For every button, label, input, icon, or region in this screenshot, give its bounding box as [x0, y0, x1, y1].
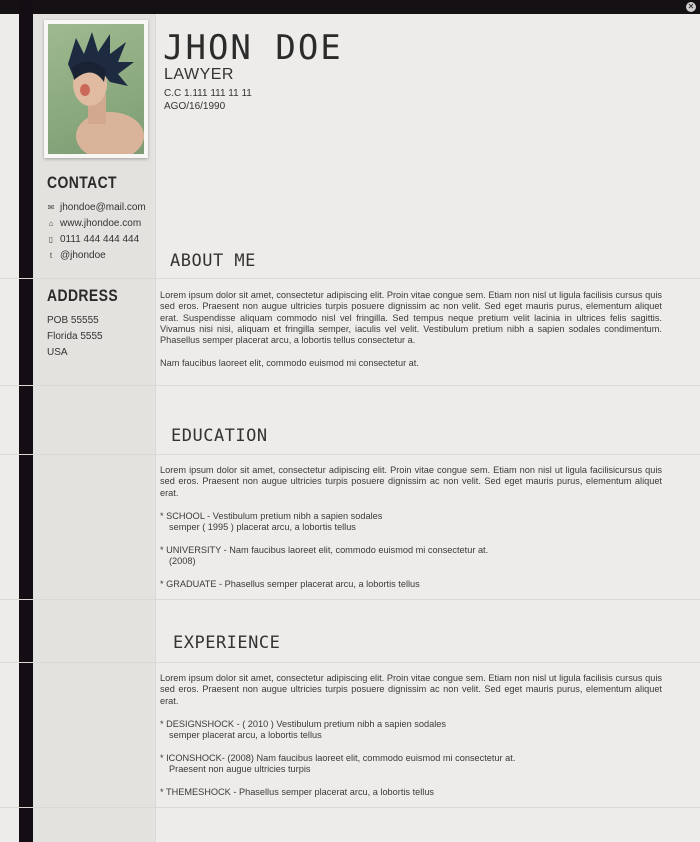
about-paragraph: Lorem ipsum dolor sit amet, consectetur adipiscing elit. Proin vitae congue sem. Etiam non nisl ut ligula facilisis cursus quis sed eros. Praesent non augue ultricies turpis posuere dignissim ac non velit. Sed eget mauris purus, elementum aliquet erat. Suspendisse aliquam commodo nisl vel fringilla. Sed tempus neque pretium velit lacinia in ultrices felis sagittis. Vivamus nisi nisi, aliquam et fringilla semper, iaculis vel velit. Vestibulum pretium nibh a sapien sodales condimentum. Phasellus semper placerat arcu, a lobortis tellus consectetur a.	[160, 290, 662, 346]
experience-paragraph: Lorem ipsum dolor sit amet, consectetur adipiscing elit. Proin vitae congue sem. Etiam non nisl ut ligula facilisis cursus quis sed eros. Praesent non augue ultricies turpis posuere dignissim ac non velit. Sed eget mauris purus, elementum aliquet erat.	[160, 673, 662, 706]
envelope-icon: ✉	[47, 203, 55, 212]
list-item: * UNIVERSITY - Nam faucibus laoreet elit, commodo euismod mi consectetur at. (2008)	[160, 545, 489, 567]
about-heading: ABOUT ME	[170, 251, 256, 271]
twitter-icon: t	[49, 251, 53, 260]
contact-heading: CONTACT	[47, 173, 117, 192]
list-item: * ICONSHOCK- (2008) Nam faucibus laoreet elit, commodo euismod mi consectetur at. Praesent non augue ultricies turpis	[160, 753, 516, 775]
address-line: USA	[47, 347, 68, 358]
list-item: * SCHOOL - Vestibulum pretium nibh a sapien sodales semper ( 1995 ) placerat arcu, a lobortis tellus	[160, 511, 383, 533]
divider	[0, 385, 700, 386]
address-heading: ADDRESS	[47, 286, 119, 305]
divider	[0, 807, 700, 808]
portrait-image	[48, 24, 144, 154]
list-item: * THEMESHOCK - Phasellus semper placerat arcu, a lobortis tellus	[160, 787, 435, 797]
close-icon[interactable]: ✕	[687, 2, 695, 11]
divider	[0, 454, 700, 455]
contact-website[interactable]: ⌂ www.jhondoe.com	[48, 218, 142, 229]
experience-heading: EXPERIENCE	[173, 633, 281, 653]
divider	[0, 662, 700, 663]
contact-phone: ▯ 0111 444 444 444	[48, 234, 140, 245]
contact-twitter[interactable]: t @jhondoe	[47, 250, 106, 261]
job-title: LAWYER	[164, 66, 234, 83]
id-number: C.C 1.111 111 11 11	[164, 88, 252, 99]
list-item: * GRADUATE - Phasellus semper placerat arcu, a lobortis tellus	[160, 579, 420, 589]
about-paragraph-2: Nam faucibus laoreet elit, commodo euismod mi consectetur at.	[160, 358, 419, 368]
birth-date: AGO/16/1990	[164, 101, 226, 112]
education-paragraph: Lorem ipsum dolor sit amet, consectetur adipiscing elit. Proin vitae congue sem. Etiam non nisl ut ligula facilisicursus quis sed eros. Praesent non augue ultricies turpis posuere dignissim ac non velit. Sed eget mauris purus, elementum aliquet erat.	[160, 465, 662, 498]
divider	[0, 599, 700, 600]
address-line: POB 55555	[47, 315, 99, 326]
list-item: * DESIGNSHOCK - ( 2010 ) Vestibulum pretium nibh a sapien sodales semper placerat arcu, a lobortis tellus	[160, 719, 446, 741]
divider	[0, 278, 700, 279]
contact-email[interactable]: ✉ jhondoe@mail.com	[47, 202, 146, 213]
person-name: JHON DOE	[163, 28, 343, 68]
education-heading: EDUCATION	[171, 426, 268, 446]
profile-photo	[44, 20, 148, 158]
phone-icon: ▯	[48, 235, 54, 244]
left-spine	[19, 0, 33, 842]
home-icon: ⌂	[48, 219, 54, 228]
top-bar	[0, 0, 700, 14]
address-line: Florida 5555	[47, 331, 103, 342]
